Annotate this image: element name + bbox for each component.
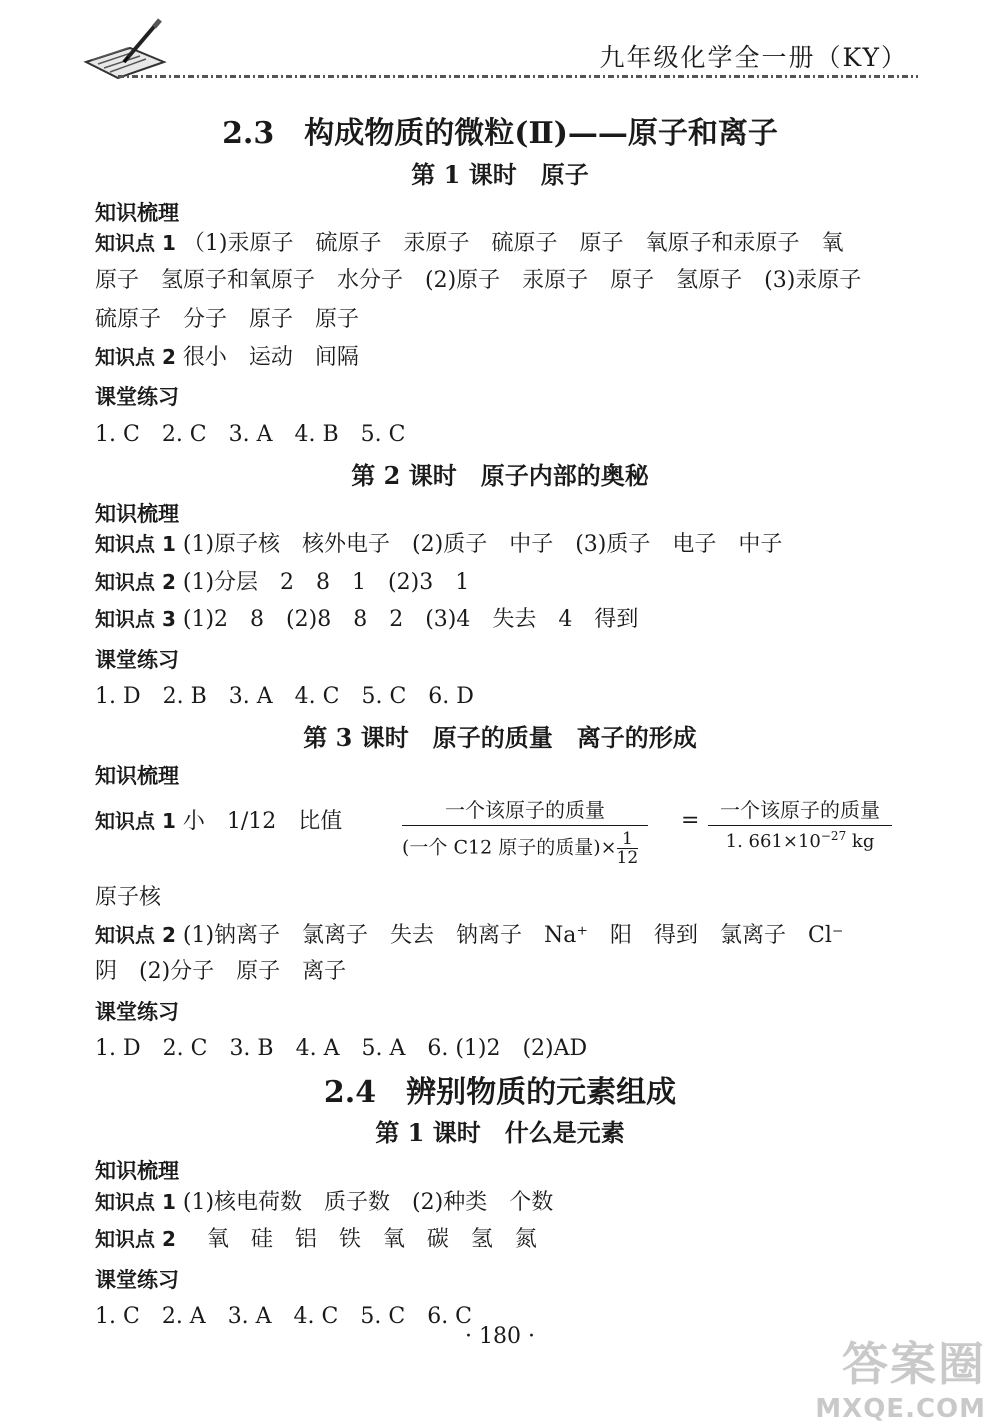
kp-text: 很小 运动 间隔	[182, 345, 359, 370]
subheading-practice: 课堂练习	[95, 1268, 179, 1292]
subheading-practice: 课堂练习	[95, 648, 179, 672]
watermark-text: 答案圈	[842, 1337, 986, 1391]
fraction-denominator	[708, 829, 892, 852]
small-numerator: 1	[617, 830, 639, 849]
knowledge-point-2	[95, 920, 844, 951]
subheading-knowledge: 知识梳理	[95, 1159, 179, 1183]
knowledge-point-1	[95, 228, 843, 259]
knowledge-point-1	[95, 1187, 553, 1218]
answers: 1. D 2. B 3. A 4. C 5. C 6. D	[95, 684, 474, 709]
kp-label: 知识点 2	[95, 1227, 176, 1251]
subheading-knowledge: 知识梳理	[95, 502, 179, 526]
knowledge-point-2	[95, 567, 469, 598]
answers: 1. C 2. C 3. A 4. B 5. C	[95, 422, 406, 447]
small-fraction	[617, 830, 639, 867]
page-number: · 180 ·	[465, 1324, 535, 1349]
kp-text: (1)分层 2 8 1 (2)3 1	[182, 570, 470, 595]
kp-text-line: 硫原子 分子 原子 原子	[95, 307, 360, 332]
kp-text-line: 阴 (2)分子 原子 离子	[95, 959, 347, 984]
subheading-knowledge: 知识梳理	[95, 764, 179, 788]
kp-label: 知识点 3	[95, 607, 176, 631]
small-denominator: 12	[616, 848, 639, 868]
kp-label: 知识点 1	[95, 1190, 176, 1214]
equals-sign: =	[681, 808, 700, 833]
kp-label: 知识点 1	[95, 231, 176, 255]
subheading-knowledge: 知识梳理	[95, 201, 179, 225]
denominator-unit: kg	[846, 831, 875, 852]
kp-label: 知识点 2	[95, 570, 176, 594]
knowledge-point-2	[95, 1224, 537, 1255]
kp-text: 小 1/12 比值	[182, 809, 343, 834]
lesson-title: 第 3 课时 原子的质量 离子的形成	[303, 723, 697, 752]
subheading-practice: 课堂练习	[95, 1000, 179, 1024]
lesson-title: 第 2 课时 原子内部的奥秘	[351, 461, 649, 490]
watermark-logo	[786, 1328, 986, 1424]
answers: 1. C 2. A 3. A 4. C 5. C 6. C	[95, 1304, 473, 1329]
knowledge-point-3	[95, 604, 638, 635]
fraction-denominator	[402, 830, 648, 867]
kp-label: 知识点 2	[95, 345, 176, 369]
kp-text: (1)钠离子 氯离子 失去 钠离子 Na⁺ 阳 得到 氯离子 Cl⁻	[182, 923, 844, 948]
kp-text: 氧 硅 铝 铁 氧 碳 氢 氮	[206, 1227, 537, 1252]
section-title: 2.4 辨别物质的元素组成	[323, 1075, 677, 1110]
denominator-mantissa: 1. 661×10	[725, 831, 821, 852]
fraction-numerator: 一个该原子的质量	[402, 794, 648, 826]
kp-label: 知识点 2	[95, 923, 176, 947]
header-title: 九年级化学全一册（KY）	[599, 43, 908, 72]
kp-text: (1)2 8 (2)8 8 2 (3)4 失去 4 得到	[182, 607, 639, 632]
kp-text: (1)核电荷数 质子数 (2)种类 个数	[182, 1190, 554, 1215]
knowledge-point-1	[95, 806, 342, 837]
kp-label: 知识点 1	[95, 532, 176, 556]
watermark-url: MXQE.COM	[815, 1394, 986, 1424]
fraction-numerator: 一个该原子的质量	[708, 794, 892, 826]
answers: 1. D 2. C 3. B 4. A 5. A 6. (1)2 (2)AD	[95, 1036, 588, 1061]
kp-text: (1)原子核 核外电子 (2)质子 中子 (3)质子 电子 中子	[182, 532, 783, 557]
kp-text: （1)汞原子 硫原子 汞原子 硫原子 原子 氧原子和汞原子 氧	[182, 231, 844, 256]
formula-fraction-2	[708, 794, 892, 852]
denominator-text: (一个 C12 原子的质量)×	[402, 836, 617, 859]
kp-text-line: 原子 氢原子和氧原子 水分子 (2)原子 汞原子 原子 氢原子 (3)汞原子	[95, 268, 862, 293]
section-title: 2.3 构成物质的微粒(Ⅱ)——原子和离子	[222, 116, 778, 151]
formula-fraction-1	[402, 794, 648, 867]
knowledge-point-2	[95, 342, 359, 373]
denominator-exponent: −27	[820, 829, 847, 843]
lesson-title: 第 1 课时 原子	[411, 160, 589, 189]
header-rule	[118, 73, 918, 80]
lesson-title: 第 1 课时 什么是元素	[375, 1118, 625, 1147]
subheading-practice: 课堂练习	[95, 385, 179, 409]
knowledge-point-1	[95, 529, 782, 560]
kp-label: 知识点 1	[95, 809, 176, 833]
kp-text-line: 原子核	[95, 885, 162, 910]
